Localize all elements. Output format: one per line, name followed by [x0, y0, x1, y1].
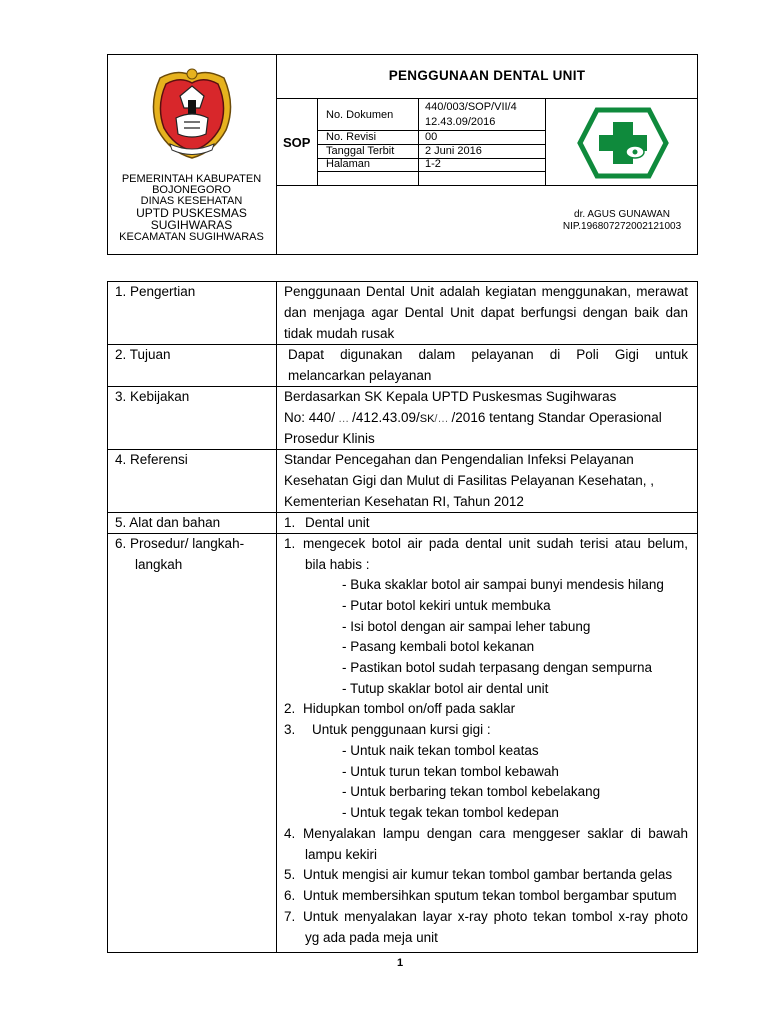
- prosedur-step: Menyalakan lampu dengan cara menggeser saklar di bawah: [303, 826, 688, 841]
- prosedur-substep: - Buka skaklar botol air sampai bunyi mendesis hilang: [342, 577, 664, 592]
- row-label-alat: 5. Alat dan bahan: [115, 515, 221, 530]
- header-divider: [276, 54, 277, 255]
- no-revisi-label: No. Revisi: [326, 131, 377, 143]
- no-dokumen-label: No. Dokumen: [326, 109, 394, 121]
- org-name-line: DINAS KESEHATAN: [140, 195, 243, 207]
- bojonegoro-logo-icon: [140, 60, 244, 164]
- header-divider: [317, 171, 545, 172]
- row-label-prosedur: langkah: [135, 557, 183, 572]
- pengertian-text: Penggunaan Dental Unit adalah kegiatan menggunakan, merawat: [284, 284, 688, 299]
- row-label-referensi: 4. Referensi: [115, 452, 188, 467]
- row-label-pengertian: 1. Pengertian: [115, 284, 196, 299]
- signer-name: dr. AGUS GUNAWAN: [574, 209, 670, 220]
- pengertian-text: tidak mudah rusak: [284, 326, 395, 341]
- document-title: PENGGUNAAN DENTAL UNIT: [388, 68, 586, 83]
- header-divider: [545, 98, 546, 185]
- list-number: 6.: [284, 888, 296, 903]
- org-name-line: KECAMATAN SUGIHWARAS: [119, 231, 264, 243]
- row-label-kebijakan: 3. Kebijakan: [115, 389, 190, 404]
- prosedur-substep: - Untuk naik tekan tombol keatas: [342, 743, 539, 758]
- pengertian-text: dan menjaga agar Dental Unit dapat berfungsi dengan baik dan: [284, 305, 688, 320]
- referensi-text: Kementerian Kesehatan RI, Tahun 2012: [284, 494, 524, 509]
- prosedur-substep: - Tutup skaklar botol air dental unit: [342, 681, 549, 696]
- halaman-value: 1-2: [425, 158, 441, 170]
- org-name-line: BOJONEGORO: [152, 184, 231, 196]
- kebijakan-number: SK: [419, 413, 435, 425]
- header-divider: [276, 185, 698, 186]
- org-name-line: UPTD PUSKESMAS: [136, 206, 247, 220]
- prosedur-substep: - Pastikan botol sudah terpasang dengan sempurna: [342, 660, 652, 675]
- alat-item: Dental unit: [305, 515, 370, 530]
- kebijakan-text: Prosedur Klinis: [284, 431, 375, 446]
- tujuan-text: Dapat digunakan dalam pelayanan di Poli Gigi untuk: [288, 347, 688, 362]
- prosedur-step: mengecek botol air pada dental unit sudah terisi atau belum,: [303, 536, 688, 551]
- referensi-text: Standar Pencegahan dan Pengendalian Infeksi Pelayanan: [284, 452, 634, 467]
- kebijakan-number: No: 440/: [284, 410, 336, 425]
- list-number: 3.: [284, 722, 296, 737]
- kebijakan-number: /2016 tentang Standar Operasional: [451, 410, 662, 425]
- row-label-tujuan: 2. Tujuan: [115, 347, 171, 362]
- org-name-line: SUGIHWARAS: [150, 218, 233, 232]
- list-number: 5.: [284, 867, 296, 882]
- tujuan-text: melancarkan pelayanan: [288, 368, 432, 383]
- prosedur-substep: - Untuk tegak tekan tombol kedepan: [342, 805, 559, 820]
- list-number: 1.: [284, 536, 296, 551]
- no-revisi-value: 00: [425, 131, 438, 143]
- no-dokumen-value: 440/003/SOP/VII/4: [425, 101, 517, 113]
- prosedur-substep: - Putar botol kekiri untuk membuka: [342, 598, 551, 613]
- tanggal-terbit-label: Tanggal Terbit: [326, 145, 395, 157]
- list-number: 4.: [284, 826, 296, 841]
- kebijakan-text: Berdasarkan SK Kepala UPTD Puskesmas Sugihwaras: [284, 389, 617, 404]
- kebijakan-text: [284, 407, 662, 430]
- header-divider: [276, 98, 698, 99]
- no-dokumen-value: 12.43.09/2016: [425, 116, 496, 128]
- table-divider: [276, 281, 277, 953]
- prosedur-step: Hidupkan tombol on/off pada saklar: [303, 701, 516, 716]
- prosedur-step: bila habis :: [305, 557, 370, 572]
- org-name-line: PEMERINTAH KABUPATEN: [121, 173, 262, 185]
- prosedur-substep: - Untuk turun tekan tombol kebawah: [342, 764, 559, 779]
- sop-label: SOP: [283, 135, 311, 150]
- puskesmas-logo-icon: [577, 107, 669, 179]
- prosedur-step: Untuk penggunaan kursi gigi :: [312, 722, 491, 737]
- kebijakan-number: /…: [434, 413, 452, 425]
- signer-nip: NIP.196807272002121003: [562, 221, 682, 232]
- referensi-text: Kesehatan Gigi dan Mulut di Fasilitas Pelayanan Kesehatan, ,: [284, 473, 654, 488]
- kebijakan-number: /412.43.09/: [352, 410, 420, 425]
- prosedur-step: yg ada pada meja unit: [305, 930, 438, 945]
- halaman-label: Halaman: [326, 158, 371, 170]
- prosedur-step: Untuk menyalakan layar x-ray photo tekan tombol x-ray photo: [303, 909, 688, 924]
- tanggal-terbit-value: 2 Juni 2016: [425, 145, 482, 157]
- page-number: 1: [396, 957, 404, 969]
- prosedur-substep: - Pasang kembali botol kekanan: [342, 639, 535, 654]
- prosedur-substep: - Untuk berbaring tekan tombol kebelakang: [342, 784, 601, 799]
- prosedur-step: Untuk mengisi air kumur tekan tombol gambar bertanda gelas: [303, 867, 673, 882]
- list-number: 7.: [284, 909, 296, 924]
- row-label-prosedur: 6. Prosedur/ langkah-: [115, 536, 245, 551]
- kebijakan-number: …: [335, 413, 353, 425]
- prosedur-substep: - Isi botol dengan air sampai leher tabung: [342, 619, 591, 634]
- list-number: 1.: [284, 515, 296, 530]
- list-number: 2.: [284, 701, 296, 716]
- prosedur-step: Untuk membersihkan sputum tekan tombol bergambar sputum: [303, 888, 677, 903]
- prosedur-step: lampu kekiri: [305, 847, 378, 862]
